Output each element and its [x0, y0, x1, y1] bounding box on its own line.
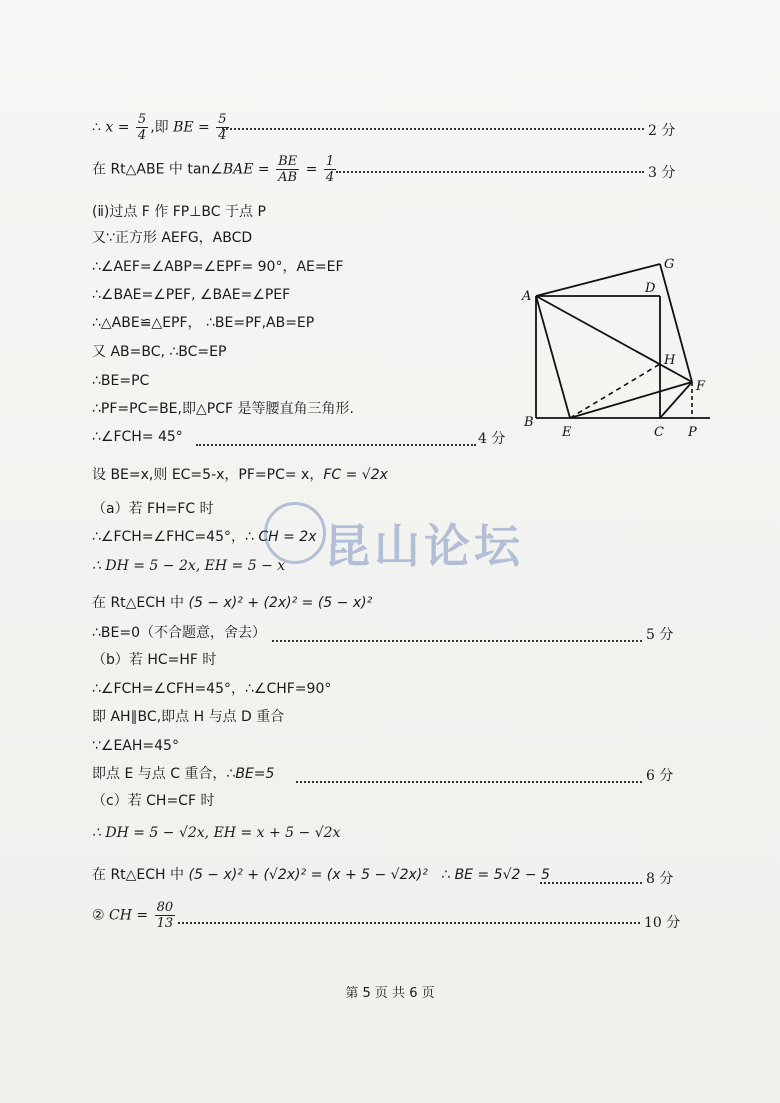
line-case-b-parallel: 即 AH∥BC,即点 H 与点 D 重合 — [92, 709, 285, 725]
watermark — [264, 498, 544, 588]
line-case-a-equation: 在 Rt△ECH 中 (5 − x)² + (2x)² = (5 − x)² — [92, 595, 373, 611]
line-be-zero: ∴BE=0（不合题意，舍去） — [92, 625, 266, 641]
line-ch-value: ② CH = $\frac{80}{13}$ — [92, 900, 174, 931]
line-squares: 又∵正方形 AEFG，ABCD — [92, 230, 253, 246]
line-tan-bae: 在 Rt△ABE 中 tan∠BAE = $\frac{BE}{AB}$ = $\frac{1}{4}$ — [92, 154, 335, 185]
score-5: 5 分 — [646, 627, 674, 643]
segment-ae — [536, 296, 570, 418]
line-set-be: 设 BE=x,则 EC=5-x，PF=PC= x，FC = √2x — [92, 467, 388, 483]
watermark-logo-icon — [264, 502, 326, 564]
segment-af — [536, 296, 692, 382]
line-congruent: ∴△ABE≌△EPF， ∴BE=PF,AB=EP — [92, 315, 315, 331]
line-construct-fp: (ⅱ)过点 F 作 FP⊥BC 于点 P — [92, 204, 266, 220]
line-case-b: （b）若 HC=HF 时 — [92, 652, 217, 668]
line-isosceles: ∴PF=PC=BE,即△PCF 是等腰直角三角形. — [92, 401, 354, 417]
watermark-text: 昆山论坛 — [324, 519, 524, 573]
line-case-b-angles: ∴∠FCH=∠CFH=45°，∴∠CHF=90° — [92, 681, 332, 697]
label-c: C — [654, 425, 664, 440]
page-footer: 第 5 页 共 6 页 — [345, 986, 435, 1001]
leader-dots — [178, 922, 640, 924]
line-case-c-equation: 在 Rt△ECH 中 (5 − x)² + (√2x)² = (x + 5 − √2x)² ∴ BE = 5√2 − 5 — [92, 867, 550, 883]
line-case-b-eah: ∵∠EAH=45° — [92, 738, 179, 754]
label-g: G — [664, 257, 675, 272]
segment-ga — [536, 264, 660, 296]
line-case-c: （c）若 CH=CF 时 — [92, 793, 215, 809]
label-b: B — [524, 415, 534, 430]
leader-dots — [336, 171, 644, 173]
score-4: 4 分 — [478, 431, 506, 447]
leader-dots — [296, 781, 642, 783]
line-case-b-result: 即点 E 与点 C 重合，∴BE=5 — [92, 766, 275, 782]
score-2: 2 分 — [648, 123, 676, 139]
line-case-a: （a）若 FH=FC 时 — [92, 501, 214, 517]
line-bc-ep: 又 AB=BC, ∴BC=EP — [92, 344, 227, 360]
line-angle-equal: ∴∠BAE=∠PEF, ∠BAE=∠PEF — [92, 287, 291, 303]
line-case-a-ch: ∴∠FCH=∠FHC=45°，∴ CH = 2x — [92, 529, 317, 545]
leader-dots — [196, 444, 476, 446]
line-fch-45: ∴∠FCH= 45° — [92, 429, 183, 445]
label-f: F — [696, 379, 706, 394]
score-6: 6 分 — [646, 768, 674, 784]
label-h: H — [664, 353, 676, 368]
line-be-pc: ∴BE=PC — [92, 373, 150, 389]
leader-dots — [540, 882, 642, 884]
line-case-c-dh: ∴ DH = 5 − √2x, EH = x + 5 − √2x — [92, 825, 341, 841]
score-10: 10 分 — [644, 915, 681, 931]
leader-dots — [272, 640, 642, 642]
line-case-a-dh: ∴ DH = 5 − 2x, EH = 5 − x — [92, 558, 286, 574]
segment-eh-dashed — [570, 364, 660, 418]
label-d: D — [645, 281, 656, 296]
line-right-angles: ∴∠AEF=∠ABP=∠EPF= 90°，AE=EF — [92, 259, 344, 275]
score-3: 3 分 — [648, 165, 676, 181]
score-8: 8 分 — [646, 871, 674, 887]
geometry-figure — [500, 252, 720, 442]
line-x-value: ∴ x = $\frac{5}{4}$ ,即 BE = $\frac{5}{4}$ — [92, 112, 227, 143]
label-e: E — [562, 425, 572, 440]
label-p: P — [688, 425, 697, 440]
leader-dots — [222, 128, 644, 130]
segment-ef — [570, 382, 692, 418]
label-a: A — [522, 289, 532, 304]
